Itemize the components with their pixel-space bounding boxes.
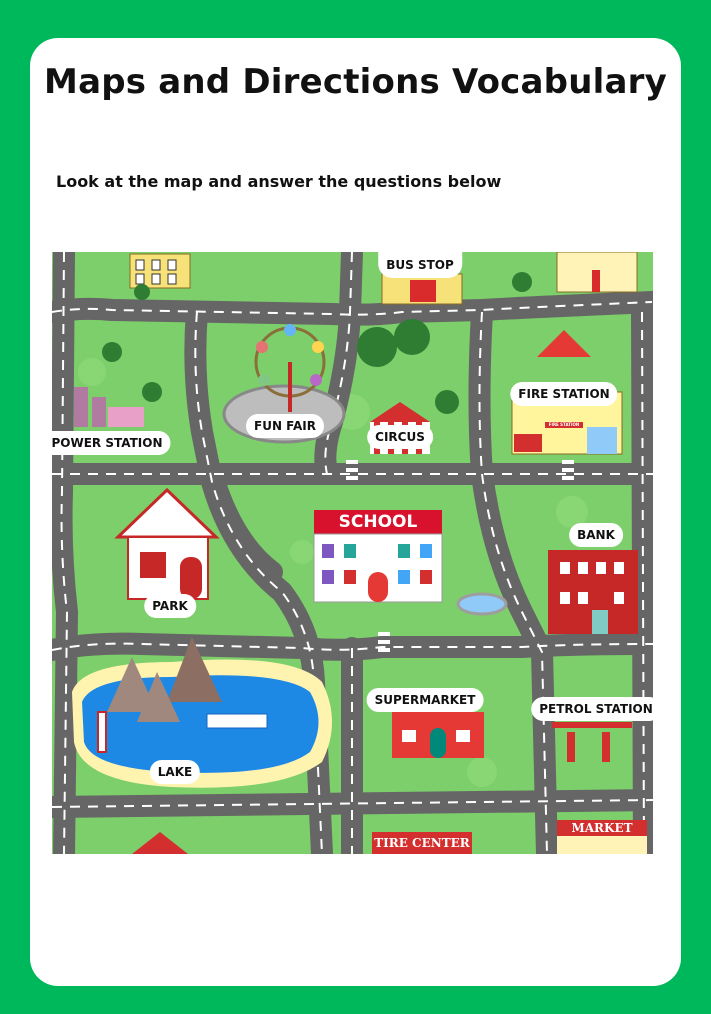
label-lake: LAKE — [150, 760, 200, 784]
bus-stop-building — [382, 274, 462, 304]
label-petrol-station: PETROL STATION — [531, 697, 653, 721]
bank-building — [548, 550, 638, 634]
label-fire-station: FIRE STATION — [510, 382, 617, 406]
sign-tire-center: TIRE CENTER — [374, 836, 470, 850]
building-top-right — [557, 252, 637, 292]
house-top-left — [130, 254, 190, 288]
map-illustration — [52, 252, 653, 854]
instruction-text: Look at the map and answer the questions below — [56, 172, 502, 191]
sign-fire-station-small: FIRE STATION — [545, 422, 583, 428]
sign-market: MARKET — [571, 821, 633, 835]
fountain — [458, 594, 506, 614]
town-map — [52, 252, 653, 854]
label-park: PARK — [144, 594, 196, 618]
worksheet-title: Maps and Directions Vocabulary — [44, 62, 667, 102]
supermarket-building — [392, 712, 484, 758]
label-circus: CIRCUS — [367, 425, 433, 449]
label-power-station: POWER STATION — [52, 431, 171, 455]
label-bus-stop: BUS STOP — [378, 252, 462, 278]
sign-school: SCHOOL — [338, 512, 418, 532]
label-fun-fair: FUN FAIR — [246, 414, 324, 438]
label-bank: BANK — [569, 523, 623, 547]
label-supermarket: SUPERMARKET — [367, 688, 484, 712]
